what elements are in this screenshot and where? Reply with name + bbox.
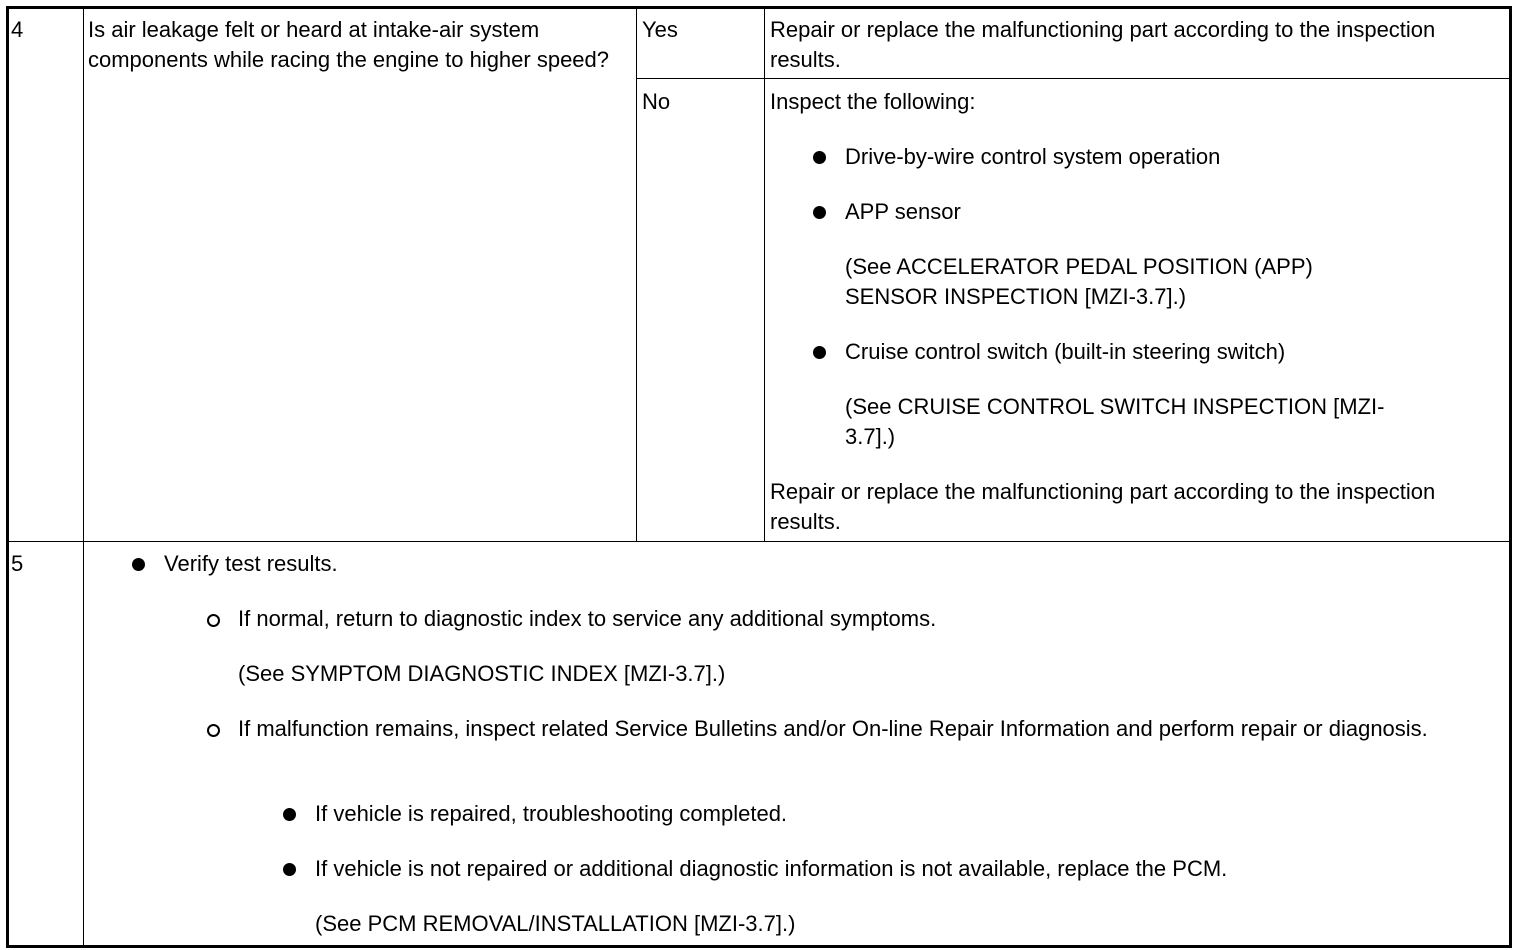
inspection-item: APP sensor xyxy=(845,199,961,224)
answer-yes-action: Repair or replace the malfunctioning part according to the inspection results. xyxy=(770,17,1436,72)
outcome-item: If vehicle is repaired, troubleshooting completed. xyxy=(315,801,788,826)
step-number: 4 xyxy=(11,17,24,42)
step-instruction: Verify test results. xyxy=(164,551,338,576)
inspection-item: Drive-by-wire control system operation xyxy=(845,144,1221,169)
diagnostic-table xyxy=(6,6,1512,948)
bullet-icon xyxy=(813,346,826,359)
answer-yes-label: Yes xyxy=(642,17,678,42)
sub-instruction: If normal, return to diagnostic index to service any additional symptoms. xyxy=(238,606,937,631)
inspection-reference: (See ACCELERATOR PEDAL POSITION (APP) SENSOR INSPECTION [MZI-3.7].) xyxy=(845,254,1313,309)
circle-bullet-icon xyxy=(207,614,220,627)
sub-instruction: If malfunction remains, inspect related Service Bulletins and/or On-line Repair Information and perform repair or diagnosis. xyxy=(238,716,1428,741)
circle-bullet-icon xyxy=(207,724,220,737)
column-divider-question xyxy=(636,9,637,541)
sub-reference: (See SYMPTOM DIAGNOSTIC INDEX [MZI-3.7].) xyxy=(238,661,726,686)
column-divider-answer xyxy=(764,9,765,541)
row-divider-step-5 xyxy=(9,541,1509,542)
bullet-icon xyxy=(813,151,826,164)
answer-no-label: No xyxy=(642,89,671,114)
inspection-reference: (See CRUISE CONTROL SWITCH INSPECTION [MZI-3.7].) xyxy=(845,394,1385,449)
row-divider-yes-no xyxy=(637,78,1509,79)
bullet-icon xyxy=(283,863,296,876)
step-number: 5 xyxy=(11,551,24,576)
inspection-item: Cruise control switch (built-in steering switch) xyxy=(845,339,1286,364)
answer-no-intro: Inspect the following: xyxy=(770,89,976,114)
column-divider-step xyxy=(83,9,84,945)
step-question: Is air leakage felt or heard at intake-air system components while racing the engine to higher speed? xyxy=(88,17,610,72)
outcome-reference: (See PCM REMOVAL/INSTALLATION [MZI-3.7].) xyxy=(315,911,796,936)
bullet-icon xyxy=(813,206,826,219)
answer-no-outro: Repair or replace the malfunctioning part according to the inspection results. xyxy=(770,479,1436,534)
bullet-icon xyxy=(283,808,296,821)
outcome-item: If vehicle is not repaired or additional diagnostic information is not available, replace the PCM. xyxy=(315,856,1228,881)
bullet-icon xyxy=(132,558,145,571)
